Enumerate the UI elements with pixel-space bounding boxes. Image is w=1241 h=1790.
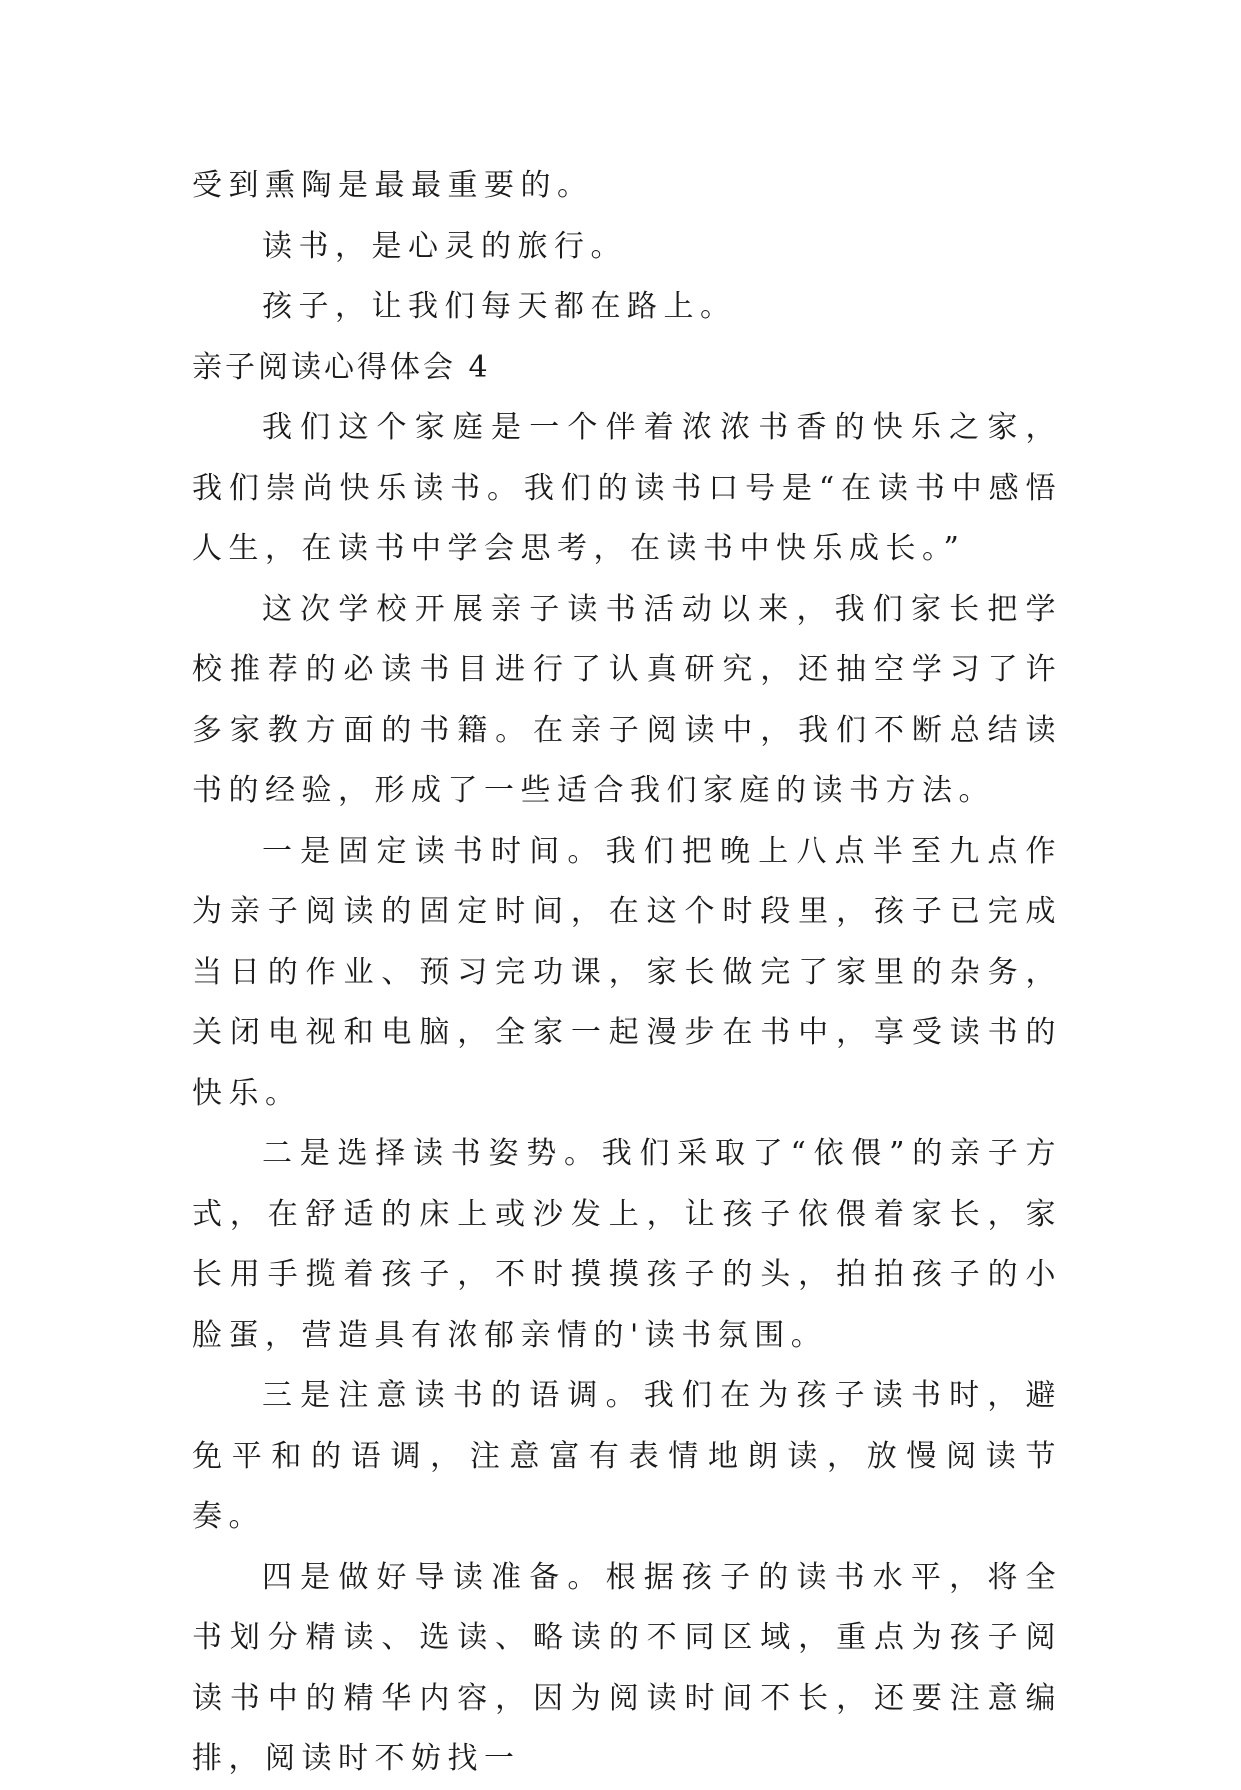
paragraph: 三是注意读书的语调。我们在为孩子读书时，避免平和的语调，注意富有表情地朗读，放慢阅读节奏。	[192, 1378, 1062, 1534]
section-heading: 亲子阅读心得体会 4	[192, 349, 491, 385]
paragraph: 这次学校开展亲子读书活动以来，我们家长把学校推荐的必读书目进行了认真研究，还抽空学习了许多家教方面的书籍。在亲子阅读中，我们不断总结读书的经验，形成了一些适合我们家庭的读书方法。	[192, 591, 1062, 808]
paragraph: 二是选择读书姿势。我们采取了“依偎”的亲子方式，在舒适的床上或沙发上，让孩子依偎着家长，家长用手揽着孩子，不时摸摸孩子的头，拍拍孩子的小脸蛋，营造具有浓郁亲情的'读书氛围。	[192, 1136, 1062, 1353]
short-line: 读书，是心灵的旅行。	[262, 228, 627, 264]
paragraph: 四是做好导读准备。根据孩子的读书水平，将全书划分精读、选读、略读的不同区域，重点为孩子阅读书中的精华内容，因为阅读时间不长，还要注意编排，阅读时不妨找一	[192, 1559, 1062, 1776]
paragraph: 一是固定读书时间。我们把晚上八点半至九点作为亲子阅读的固定时间，在这个时段里，孩子已完成当日的作业、预习完功课，家长做完了家里的杂务，关闭电视和电脑，全家一起漫步在书中，享受读书的快乐。	[192, 833, 1062, 1111]
continued-line: 受到熏陶是最最重要的。	[192, 168, 594, 203]
document-body	[192, 156, 1062, 1790]
paragraph: 我们这个家庭是一个伴着浓浓书香的快乐之家，我们崇尚快乐读书。我们的读书口号是“在读书中感悟人生，在读书中学会思考，在读书中快乐成长。”	[192, 410, 1062, 566]
short-line: 孩子，让我们每天都在路上。	[262, 289, 737, 324]
